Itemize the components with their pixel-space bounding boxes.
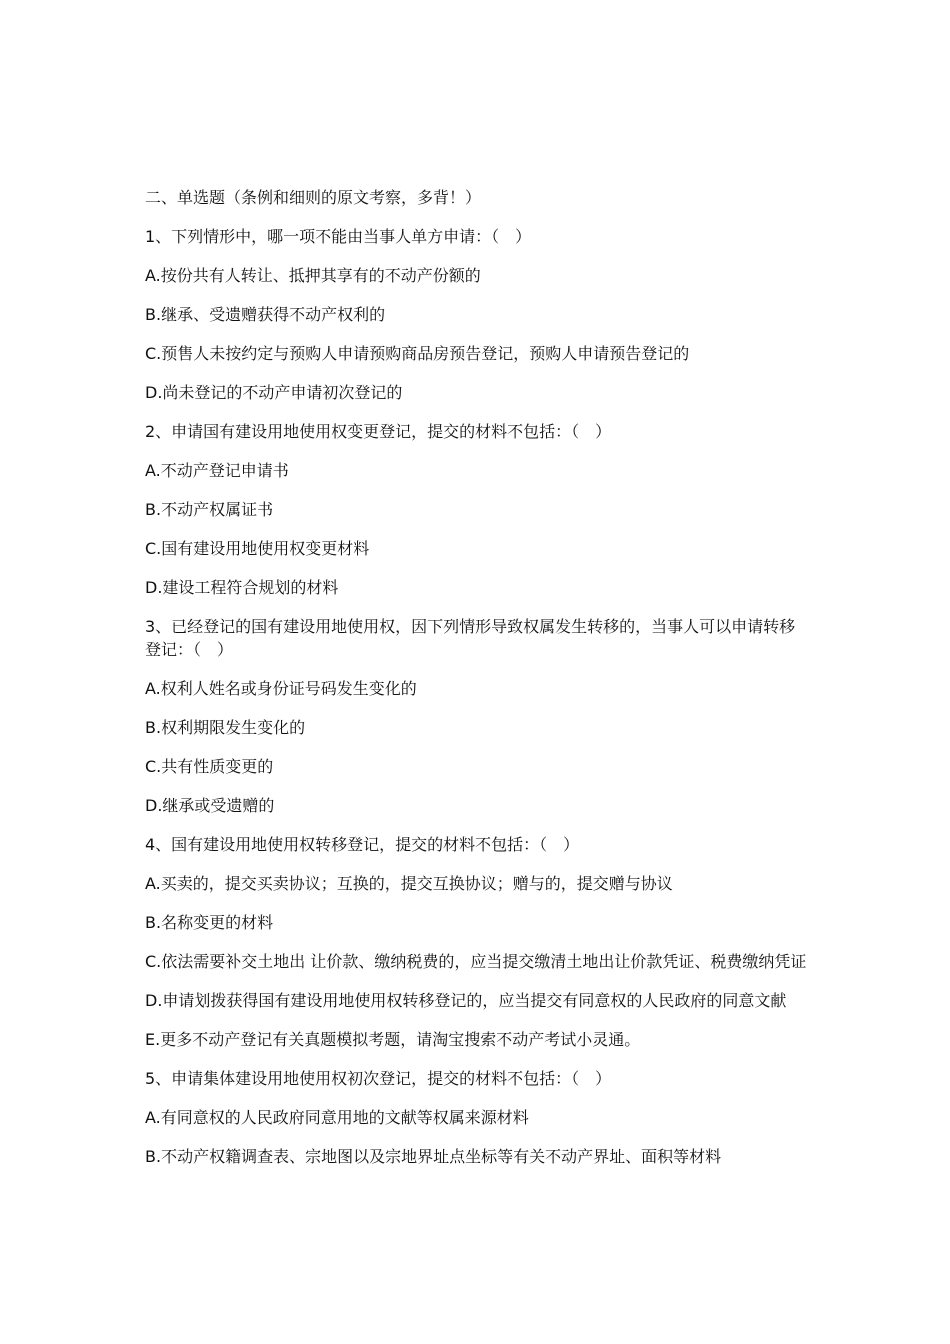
question-4-option-b: B.名称变更的材料 [145, 913, 274, 932]
question-1: 1、下列情形中，哪一项不能由当事人单方申请：（ ） [145, 227, 532, 246]
question-3-option-c: C.共有性质变更的 [145, 757, 274, 776]
question-3-option-b: B.权利期限发生变化的 [145, 718, 306, 737]
question-5: 5、申请集体建设用地使用权初次登记，提交的材料不包括：（ ） [145, 1069, 612, 1088]
document-body [145, 186, 810, 1184]
question-4-option-c: C.依法需要补交土地出 让价款、缴纳税费的，应当提交缴清土地出让价款凭证、税费缴纳凭证 [145, 952, 807, 971]
question-5-option-a: A.有同意权的人民政府同意用地的文献等权属来源材料 [145, 1108, 529, 1127]
question-2-option-c: C.国有建设用地使用权变更材料 [145, 539, 370, 558]
question-3-option-d: D.继承或受遗赠的 [145, 796, 275, 815]
question-2-option-d: D.建设工程符合规划的材料 [145, 578, 339, 597]
question-2-option-a: A.不动产登记申请书 [145, 461, 289, 480]
question-1-option-c: C.预售人未按约定与预购人申请预购商品房预告登记，预购人申请预告登记的 [145, 344, 690, 363]
question-4: 4、国有建设用地使用权转移登记，提交的材料不包括：（ ） [145, 835, 580, 854]
section-heading: 二、单选题（条例和细则的原文考察，多背！） [145, 188, 482, 207]
question-3-option-a: A.权利人姓名或身份证号码发生变化的 [145, 679, 417, 698]
question-1-option-d: D.尚未登记的不动产申请初次登记的 [145, 383, 403, 402]
question-1-option-a: A.按份共有人转让、抵押其享有的不动产份额的 [145, 266, 481, 285]
question-2: 2、申请国有建设用地使用权变更登记，提交的材料不包括：（ ） [145, 422, 612, 441]
question-4-option-d: D.申请划拨获得国有建设用地使用权转移登记的，应当提交有同意权的人民政府的同意文献 [145, 991, 787, 1010]
question-5-option-b: B.不动产权籍调查表、宗地图以及宗地界址点坐标等有关不动产界址、面积等材料 [145, 1147, 722, 1166]
question-1-option-b: B.继承、受遗赠获得不动产权利的 [145, 305, 386, 324]
question-4-option-a: A.买卖的，提交买卖协议；互换的，提交互换协议；赠与的，提交赠与协议 [145, 874, 673, 893]
question-4-option-e: E.更多不动产登记有关真题模拟考题，请淘宝搜索不动产考试小灵通。 [145, 1030, 641, 1049]
question-2-option-b: B.不动产权属证书 [145, 500, 274, 519]
question-3: 3、已经登记的国有建设用地使用权，因下列情形导致权属发生转移的，当事人可以申请转移登记：（ ） [145, 617, 796, 659]
